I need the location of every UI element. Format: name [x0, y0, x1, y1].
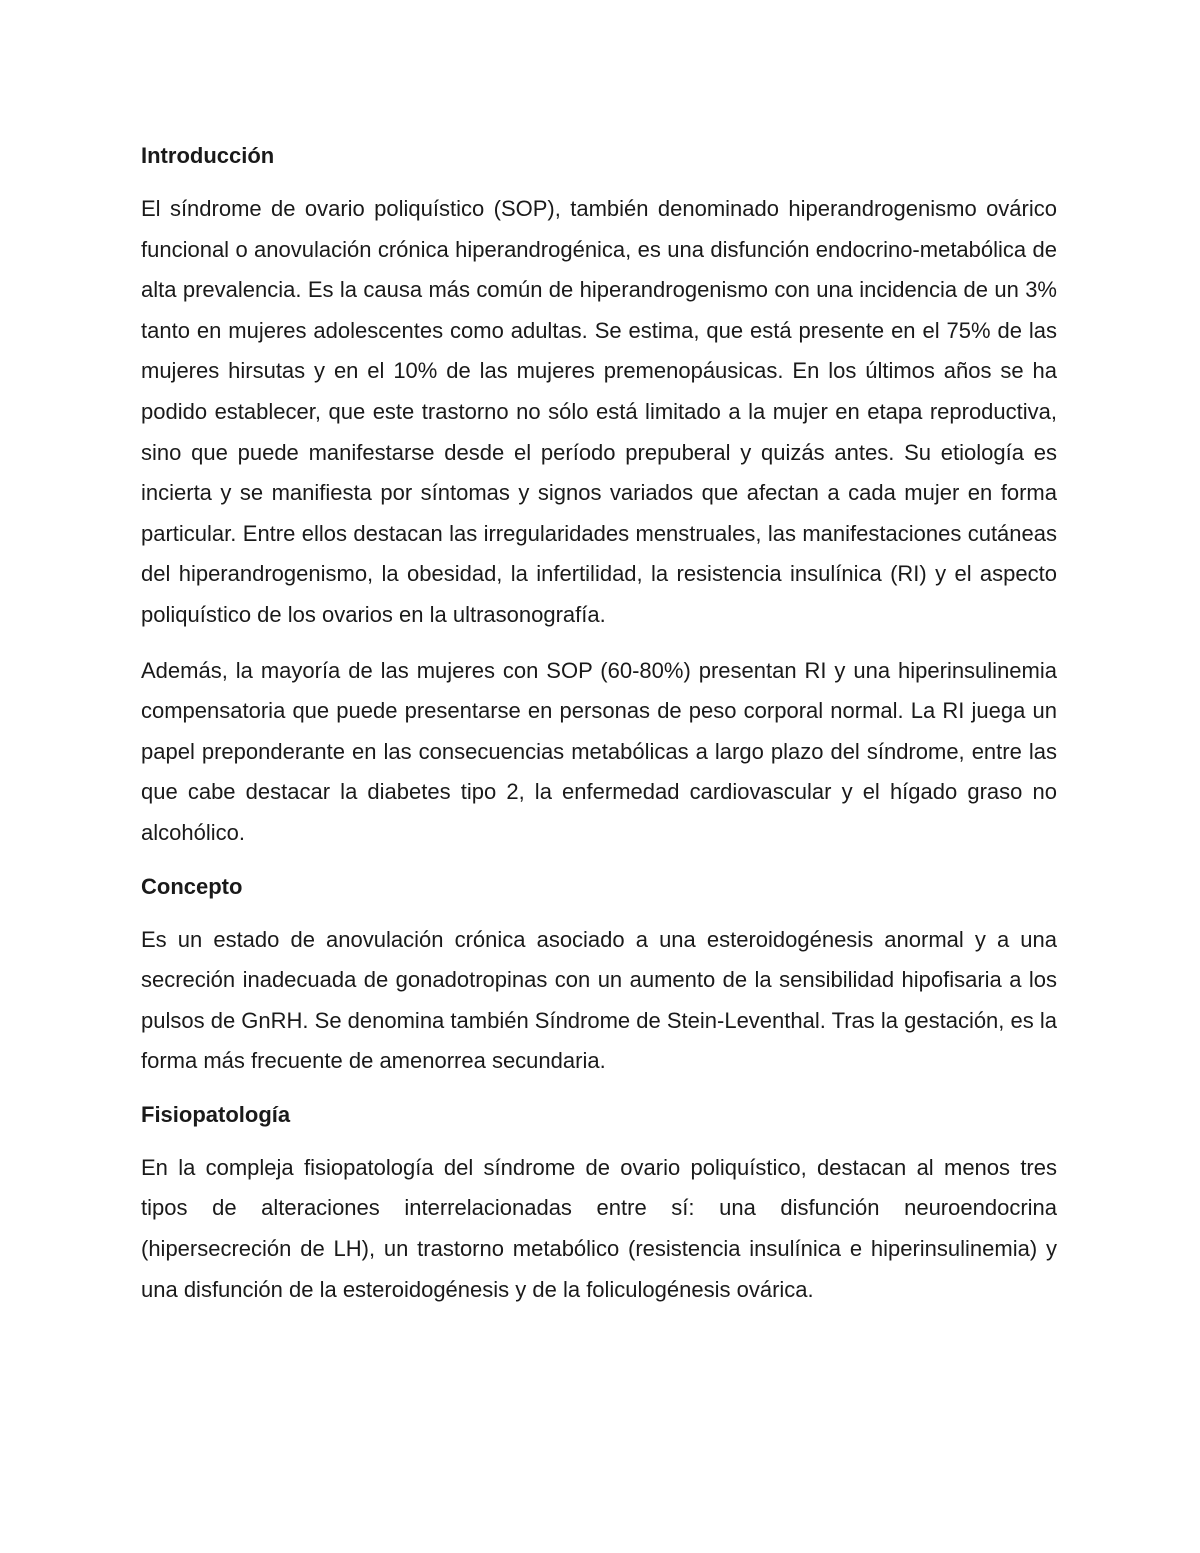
section-heading-fisiopatologia: Fisiopatología [141, 1101, 291, 1127]
paragraph-introduccion-2: Además, la mayoría de las mujeres con SOP (60-80%) presentan RI y una hiperinsulinemia compensatoria que puede presentarse en personas de peso corporal normal. La RI juega un papel preponderante en las consecuencias metabólicas a largo plazo del síndrome, entre las que cabe destacar la diabetes tipo 2, la enfermedad cardiovascular y el hígado graso no alcohólico. [141, 657, 1057, 845]
paragraph-concepto-1: Es un estado de anovulación crónica asociado a una esteroidogénesis anormal y a una secreción inadecuada de gonadotropinas con un aumento de la sensibilidad hipofisaria a los pulsos de GnRH. Se denomina también Síndrome de Stein-Leventhal. Tras la gestación, es la forma más frecuente de amenorrea secundaria. [141, 926, 1057, 1074]
document-page [141, 138, 1057, 1325]
paragraph-fisiopatologia-1: En la compleja fisiopatología del síndrome de ovario poliquístico, destacan al menos tres tipos de alteraciones interrelacionadas entre sí: una disfunción neuroendocrina (hipersecreción de LH), un trastorno metabólico (resistencia insulínica e hiperinsulinemia) y una disfunción de la esteroidogénesis y de la foliculogénesis ovárica. [141, 1154, 1057, 1302]
section-heading-introduccion: Introducción [141, 143, 275, 168]
paragraph-introduccion-1: El síndrome de ovario poliquístico (SOP), también denominado hiperandrogenismo ovárico funcional o anovulación crónica hiperandrogénica, es una disfunción endocrino-metabólica de alta prevalencia. Es la causa más común de hiperandrogenismo con una incidencia de un 3% tanto en mujeres adolescentes como adultas. Se estima, que está presente en el 75% de las mujeres hirsutas y en el 10% de las mujeres premenopáusicas. En los últimos años se ha podido establecer, que este trastorno no sólo está limitado a la mujer en etapa reproductiva, sino que puede manifestarse desde el período prepuberal y quizás antes. Su etiología es incierta y se manifiesta por síntomas y signos variados que afectan a cada mujer en forma particular. Entre ellos destacan las irregularidades menstruales, las manifestaciones cutáneas del hiperandrogenismo, la obesidad, la infertilidad, la resistencia insulínica (RI) y el aspecto poliquístico de los ovarios en la ultrasonografía. [141, 196, 1057, 627]
section-heading-concepto: Concepto [141, 873, 243, 899]
